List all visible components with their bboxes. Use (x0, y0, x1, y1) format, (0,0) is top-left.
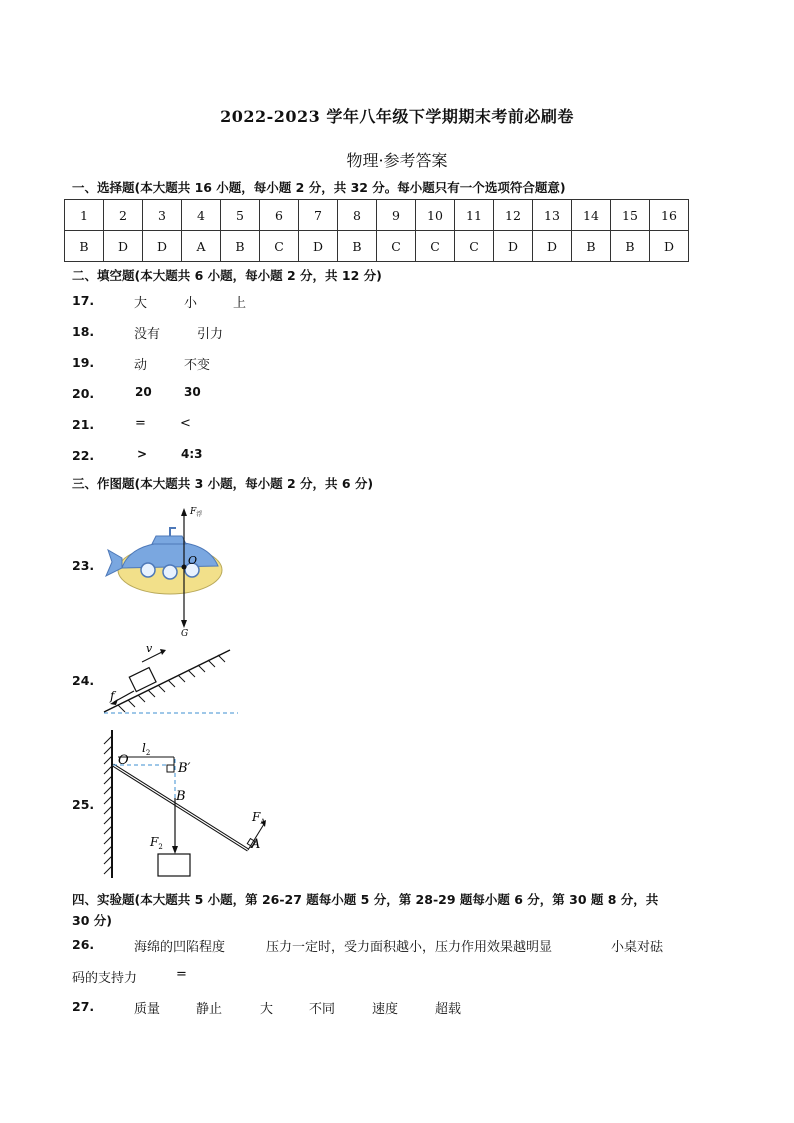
answer-cell: D (299, 231, 338, 262)
friction-label: f (110, 689, 115, 703)
l2-label: $l_2$ (142, 741, 151, 757)
answer-text: 不同 (309, 1002, 336, 1017)
answer-text: 小桌对砝 (611, 940, 664, 955)
submarine-tower (152, 536, 186, 544)
answer-text: 质量 (134, 1002, 161, 1017)
answer-cell: C (416, 231, 455, 262)
answer-text: 大 (134, 296, 148, 311)
answer-cell: D (143, 231, 182, 262)
answer-text: 静止 (196, 1002, 223, 1017)
answer-text: = (176, 967, 187, 982)
incline-diagram (98, 636, 243, 718)
answer-text: 动 (134, 358, 148, 373)
question-number: 22. (72, 448, 95, 463)
buoyancy-arrow-icon (181, 508, 187, 516)
question-number-cell: 6 (260, 200, 299, 231)
answer-text: 海绵的凹陷程度 (134, 940, 226, 955)
a-label: A (251, 837, 261, 852)
right-angle-mark-icon (167, 765, 174, 772)
f2-arrowhead-icon (172, 846, 178, 854)
center-point (182, 565, 187, 570)
lever-bar-inner (113, 765, 248, 850)
question-number: 20. (72, 386, 95, 401)
b-label: B (176, 789, 186, 804)
question-number-cell: 8 (338, 200, 377, 231)
answer-cell: B (338, 231, 377, 262)
question-number: 18. (72, 324, 95, 339)
answer-text: 4:3 (181, 447, 203, 461)
answer-text: > (137, 447, 148, 461)
question-number-cell: 10 (416, 200, 455, 231)
answer-text: 超载 (435, 1002, 462, 1017)
answer-cell: D (104, 231, 143, 262)
b-prime-label: B′ (178, 761, 191, 776)
section-4-heading-line2: 30 分) (72, 913, 112, 928)
question-number-cell: 15 (611, 200, 650, 231)
answer-text: 速度 (372, 1002, 399, 1017)
porthole-icon (163, 565, 177, 579)
answer-text: < (180, 416, 191, 431)
pivot-label: O (118, 753, 129, 768)
answer-cell: D (650, 231, 689, 262)
question-number-cell: 13 (533, 200, 572, 231)
question-number-cell: 9 (377, 200, 416, 231)
answer-text: 不变 (184, 358, 211, 373)
gravity-label: G (181, 629, 189, 639)
answer-text: 20 (135, 385, 152, 399)
answer-text: 引力 (197, 327, 224, 342)
submarine-hull-top (122, 542, 218, 568)
answer-cell: B (65, 231, 104, 262)
answer-table-answer-row (65, 231, 689, 262)
question-number: 26. (72, 937, 95, 952)
question-number-cell: 16 (650, 200, 689, 231)
wall-hatching (104, 736, 112, 874)
porthole-icon (141, 563, 155, 577)
weight-box (158, 854, 190, 876)
answer-cell: B (572, 231, 611, 262)
question-number: 25. (72, 797, 95, 812)
center-label: O (188, 554, 198, 567)
question-number-cell: 2 (104, 200, 143, 231)
answer-table (64, 199, 689, 262)
section-2-heading: 二、填空题(本大题共 6 小题，每小题 2 分，共 12 分) (72, 268, 382, 283)
periscope-icon (170, 528, 176, 536)
buoyancy-diagram (100, 500, 240, 640)
incline-surface (104, 650, 230, 712)
answer-text: 上 (233, 296, 247, 311)
answer-text: 30 (184, 385, 201, 399)
question-number: 27. (72, 999, 95, 1014)
f2-label: $F_2$ (150, 835, 163, 851)
lever-diagram (98, 726, 282, 882)
section-1-heading: 一、选择题(本大题共 16 小题，每小题 2 分，共 32 分。每小题只有一个选项符合题意) (72, 180, 566, 195)
section-3-heading: 三、作图题(本大题共 3 小题，每小题 2 分，共 6 分) (72, 476, 374, 491)
question-number-cell: 7 (299, 200, 338, 231)
question-number: 17. (72, 293, 95, 308)
answer-text: 压力一定时，受力面积越小，压力作用效果越明显 (266, 940, 553, 955)
answer-table-number-row (65, 200, 689, 231)
gravity-arrow-icon (181, 620, 187, 628)
section-4-heading-line1: 四、实验题(本大题共 5 小题，第 26-27 题每小题 5 分，第 28-29 题每小题 6 分，第 30 题 8 分，共 (72, 892, 659, 907)
page-title: 2022-2023 学年八年级下学期期末考前必刷卷 (220, 107, 574, 126)
question-number-cell: 3 (143, 200, 182, 231)
question-number: 23. (72, 558, 95, 573)
question-number-cell: 5 (221, 200, 260, 231)
answer-cell: A (182, 231, 221, 262)
fa-label: $F_A$ (252, 810, 266, 826)
answer-text: 小 (184, 296, 198, 311)
question-number-cell: 14 (572, 200, 611, 231)
page-subtitle: 物理·参考答案 (346, 151, 448, 170)
answer-cell: D (494, 231, 533, 262)
answer-text: 没有 (134, 327, 161, 342)
velocity-label: v (146, 642, 153, 655)
answer-cell: B (221, 231, 260, 262)
buoyancy-label: $F_浮$ (190, 507, 203, 518)
answer-text: 码的支持力 (72, 971, 138, 986)
question-number: 21. (72, 417, 95, 432)
question-number-cell: 4 (182, 200, 221, 231)
question-number: 19. (72, 355, 95, 370)
answer-cell: D (533, 231, 572, 262)
question-number: 24. (72, 673, 95, 688)
question-number-cell: 1 (65, 200, 104, 231)
question-number-cell: 11 (455, 200, 494, 231)
answer-cell: C (455, 231, 494, 262)
answer-cell: C (377, 231, 416, 262)
answer-text: = (135, 416, 146, 431)
answer-cell: B (611, 231, 650, 262)
answer-cell: C (260, 231, 299, 262)
question-number-cell: 12 (494, 200, 533, 231)
answer-text: 大 (260, 1002, 274, 1017)
